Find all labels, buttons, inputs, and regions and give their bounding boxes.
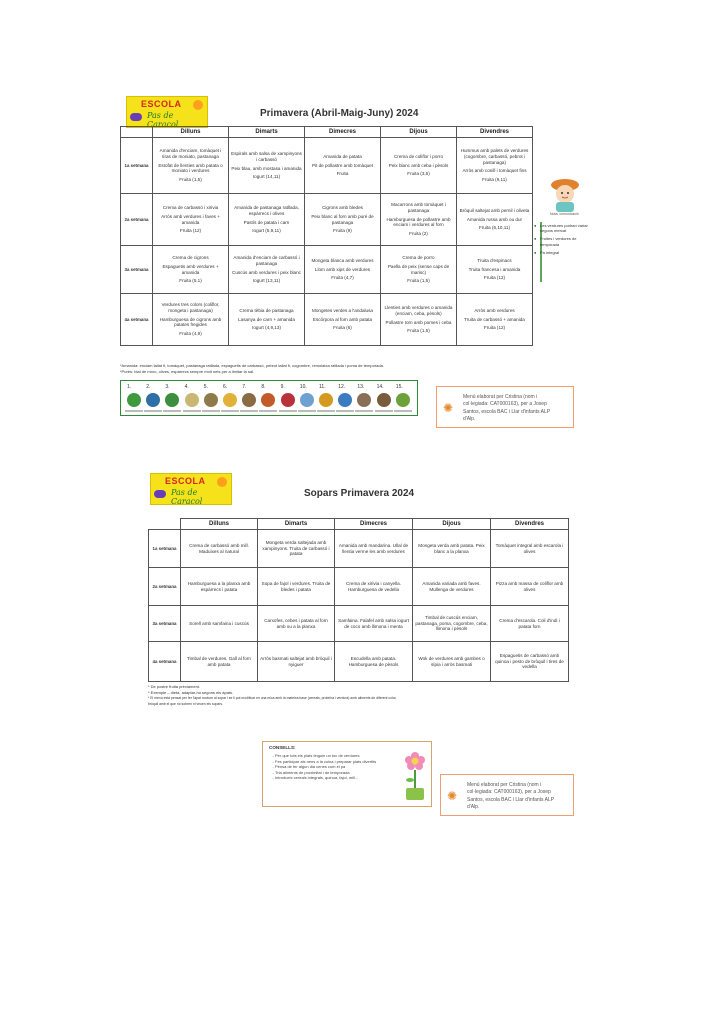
dinner-menu-cell: Pizza amb massa de coliflor amb olives — [491, 568, 569, 606]
dish-label: Estofat de llenties amb patata o moniato i verdures — [158, 162, 223, 174]
dessert-label: Fruita (12) — [483, 275, 506, 281]
lunch-menu-cell — [229, 246, 305, 294]
allergen-caption — [259, 410, 277, 412]
week-label: 4a setmana — [149, 642, 181, 682]
dish-label: Pit de pollastre amb tomàquet — [311, 162, 374, 168]
dish-label: Macarrons amb tomàquet i pastanaga — [391, 202, 446, 213]
lunch-week-row — [121, 194, 533, 246]
dessert-label: Fruita (9,11) — [482, 177, 507, 183]
allergen-number: 11. — [319, 384, 326, 390]
credit-box — [440, 774, 574, 816]
dish-label: Pollastre torn amb pomes i ceba — [385, 319, 452, 325]
week-label: 2a setmana — [121, 194, 153, 246]
lunch-week-row — [121, 138, 533, 194]
snail-icon — [130, 113, 142, 121]
dinner-week-row — [149, 606, 569, 642]
dish-label: Peix blanc al forn amb puré de pastanaga — [311, 213, 374, 225]
dinner-day-header: Dilluns — [181, 519, 258, 530]
dish-label: Verdures tres colors (coliflor, mongeta i pastanaga) — [161, 302, 220, 313]
dinner-header-row — [149, 519, 569, 530]
lunch-day-header: Dijous — [381, 127, 457, 138]
dish-label: Amanida de pastanaga ratllada, espàrrecs i olives — [234, 205, 299, 216]
dish-label: Amanida d'enciam de carbassó i pastanaga — [233, 255, 300, 266]
dinner-menu-cell: Samfaina. Falafel amb salsa iogurt de coco amb llimona i menta — [335, 606, 413, 642]
credit-line: d'Alp. — [463, 415, 476, 422]
dish-label: Crema de porro — [402, 255, 435, 261]
consell-item: - Introdueix cereals integrals, quinoa, fajol, mill... — [275, 775, 403, 781]
consell-item: - Per que tots els plats tinguin un toc de verdures — [275, 753, 403, 759]
dinner-menu-cell: Amanida variada amb faves. Mullenga de verdures — [413, 568, 491, 606]
consells-list — [265, 753, 403, 781]
dessert-label: Fruita (4,9) — [179, 331, 202, 337]
dessert-label: Fruita (12) — [179, 228, 202, 234]
lunch-note: *Purés: blat de moro, olives, espàrrecs sempre molt nets per a limitar la sal. — [120, 369, 255, 374]
dinner-note: * Exemple – dieta, adaptar-ho segons els àpats. — [148, 690, 234, 695]
consell-item: - Pensa de fer algun dia cenes com el pa — [275, 764, 403, 770]
lunch-menu-cell — [381, 246, 457, 294]
dinner-menu-cell: Timbal de cuscús enciam, pastanaga, poma, cogombre, ceba, llimona i pèsols — [413, 606, 491, 642]
dinner-menu-cell: Arròs basmati saltejat amb bròquil i nyiguer — [258, 642, 335, 682]
allergen-number: 5. — [203, 384, 208, 390]
sun-star-icon: ✺ — [447, 789, 458, 803]
dessert-label: Fruita (1,5) — [407, 278, 430, 284]
lunch-header-row — [121, 127, 533, 138]
allergen-icon — [357, 393, 371, 407]
week-label: 3a setmana — [121, 246, 153, 294]
dinner-day-header: Dimarts — [258, 519, 335, 530]
logo-line-1: ESCOLA — [165, 476, 206, 486]
allergen-icon — [204, 393, 218, 407]
lunch-title: Primavera (Abril-Maig-Juny) 2024 — [260, 108, 419, 119]
dish-label: Arròs amb conill i tomàquet fins — [462, 168, 527, 174]
dish-label: Truita de carbassó + amanida — [464, 316, 525, 322]
allergen-icon — [396, 393, 410, 407]
allergen-caption — [317, 410, 335, 412]
dessert-label: Fruita (4,7) — [331, 275, 354, 281]
dinner-menu-cell: Crema de xirivia i canyella. Hamburguesa de vedella — [335, 568, 413, 606]
lunch-menu-cell — [457, 294, 533, 346]
allergen-icon — [127, 393, 141, 407]
lunch-menu-cell — [305, 138, 381, 194]
credit-box — [436, 386, 574, 428]
lunch-menu-cell — [457, 138, 533, 194]
dessert-label: Fruita (9) — [333, 228, 352, 234]
lunch-menu-cell — [153, 194, 229, 246]
dish-label: Cuscús amb verdures i peix blanc — [232, 269, 301, 275]
dinner-menu-cell: Crema d'escarola. Coli d'indi i patata forn — [491, 606, 569, 642]
sun-star-icon: ✺ — [443, 401, 454, 415]
dessert-label: Iogurt (13,11) — [252, 278, 281, 284]
allergen-icon — [338, 393, 352, 407]
dish-label: Amanida russa amb ou dur — [466, 216, 523, 222]
logo-line-2: Pas de Caracol — [147, 111, 179, 128]
allergen-number: 1. — [127, 384, 132, 390]
corner-cell — [149, 519, 181, 530]
credit-text — [467, 782, 554, 811]
credit-line: col·legiada: CAT000163), per a Josep — [463, 401, 547, 408]
dinner-day-header: Dimecres — [335, 519, 413, 530]
lunch-note: *Amanida: enciam tallat fi, tomàquet, pastanaga ratllada, espaguetis de carbassó, pebrot tallat fi, cogombre, remolatxa ratllada i poma de temporada. — [120, 363, 384, 368]
dessert-label: Fruita (5,1) — [179, 278, 202, 284]
lunch-menu-cell — [457, 194, 533, 246]
lunch-menu-cell — [305, 246, 381, 294]
dinner-day-header: Divendres — [491, 519, 569, 530]
credit-line: Menú elaborat per Cristina (nom i — [467, 782, 542, 788]
week-label: 2a setmana — [149, 568, 181, 606]
allergen-caption — [375, 410, 393, 412]
lunch-week-row — [121, 246, 533, 294]
dessert-label: Fruita (1,5) — [179, 177, 202, 183]
dinner-menu-cell: Sorell amb samfaina i cuscús — [181, 606, 258, 642]
dessert-label: Fruita (6,10,11) — [478, 225, 511, 231]
dinner-menu-cell: Tomàquet integral amb escarola i olives — [491, 530, 569, 568]
dinner-menu-table — [148, 518, 569, 682]
lunch-menu-cell — [381, 294, 457, 346]
dessert-label: Fruita (2) — [409, 231, 428, 237]
dish-label: Amanida de patata — [323, 153, 362, 159]
flower-icon — [401, 746, 429, 804]
allergen-number: 8. — [261, 384, 266, 390]
allergen-icon — [281, 393, 295, 407]
dish-label: Arròs amb verdures i faves + amanida — [161, 213, 220, 225]
allergen-caption — [279, 410, 297, 412]
credit-line: Santos, escola BAC i Llar d'infants ALP — [467, 796, 555, 803]
allergen-number: 2. — [146, 384, 151, 390]
dish-label: Escórpora al forn amb patata — [312, 316, 373, 322]
lunch-menu-cell — [153, 294, 229, 346]
dinner-menu-cell: Wok de verdures amb gambes o sípia i arròs basmati — [413, 642, 491, 682]
dish-label: Lasanya de carn + amanida — [238, 316, 295, 322]
lunch-menu-cell — [153, 138, 229, 194]
consell-item: - Fes participar als nens a la cuina i preparar plats divertits — [275, 759, 403, 765]
lunch-menu-cell — [229, 194, 305, 246]
consell-item: - Tria aliments de proximitat i de temporada — [275, 770, 403, 776]
snail-icon — [154, 490, 166, 498]
allergen-caption — [298, 410, 316, 412]
allergen-caption — [202, 410, 220, 412]
dish-label: Crema de coliflor i porro — [393, 153, 444, 159]
allergen-icon — [377, 393, 391, 407]
lunch-day-header: Dilluns — [153, 127, 229, 138]
dinner-menu-cell: Mongeta verda amb patata. Peix blanc a la planxa — [413, 530, 491, 568]
dish-label: Pastís de patata i carn — [243, 219, 290, 225]
dessert-label: Iogurt (14,11) — [252, 174, 281, 180]
lunch-menu-cell — [229, 294, 305, 346]
allergen-caption — [163, 410, 181, 412]
dessert-label: Fruita (12) — [483, 325, 506, 331]
dessert-label: Iogurt (4,9,13) — [252, 325, 281, 331]
allergen-icon — [261, 393, 275, 407]
corner-cell — [121, 127, 153, 138]
allergen-caption — [355, 410, 373, 412]
allergen-caption — [394, 410, 412, 412]
dinner-week-row — [149, 530, 569, 568]
lunch-menu-cell — [305, 194, 381, 246]
lunch-menu-cell — [457, 246, 533, 294]
credit-line: d'Alp. — [467, 803, 480, 810]
dinner-note: bròquil amb el que no sobren ni veuen els sopars. — [148, 702, 224, 706]
lunch-day-header: Dimecres — [305, 127, 381, 138]
dish-label: Espirals amb salsa de xampinyons i carbassó — [231, 151, 302, 162]
lunch-menu-cell — [153, 246, 229, 294]
dinner-note: * El menú està pensat per fer l'àpat nocturn al sopar i se li pot modificar en una mica amb la mateixa base (cereals, proteïna i verdura) amb aliments de diferent color, — [148, 696, 397, 700]
allergen-number: 3. — [165, 384, 170, 390]
allergen-caption — [183, 410, 201, 412]
child-illustration — [545, 175, 585, 213]
dessert-label: Fruita — [336, 171, 349, 177]
lunch-day-header: Divendres — [457, 127, 533, 138]
dinner-menu-cell: Amanida amb mandarina. Ullal de llentia verme les amb verdures — [335, 530, 413, 568]
week-label: 1a setmana — [149, 530, 181, 568]
allergen-icon — [242, 393, 256, 407]
dinner-menu-cell: Mongeta verda saltejada amb xampinyons. Truita de carbassó i patata — [258, 530, 335, 568]
dish-label: Paella de peix (sense caps de marisc) — [387, 263, 450, 275]
consells-box — [262, 741, 432, 807]
allergen-number: 14. — [376, 384, 384, 390]
dinner-note: * De postre fruita prèviament. — [148, 684, 201, 689]
legend-item: ● Fruites i verdures de temporada — [534, 236, 590, 246]
dinner-week-row — [149, 642, 569, 682]
allergen-number: 7. — [242, 384, 247, 390]
dish-label: Cigrons amb bledes — [322, 205, 363, 211]
lunch-menu-table — [120, 126, 533, 346]
credit-line: col·legiada: CAT000163), per a Josep — [467, 789, 551, 796]
dish-label: Arròs amb verdures — [474, 307, 515, 313]
dinner-title: Sopars Primavera 2024 — [304, 488, 415, 499]
dinner-menu-cell: Hamburguesa a la planxa amb espàrrecs i patata — [181, 568, 258, 606]
lunch-menu-cell — [381, 138, 457, 194]
allergen-caption — [144, 410, 162, 412]
lunch-day-header: Dimarts — [229, 127, 305, 138]
dish-label: Crema de carbassó i xirivia — [162, 205, 219, 211]
dish-label: Hummus amb palets de verdures (cogombre, carbassó, pebrot i pastanaga) — [460, 148, 529, 165]
dinner-menu-cell: Sopa de fajol i verdures. Truita de bledes i patata — [258, 568, 335, 606]
dinner-week-row — [149, 568, 569, 606]
allergen-number: 10. — [299, 384, 307, 390]
allergen-caption — [336, 410, 354, 412]
lunch-menu-cell — [229, 138, 305, 194]
dessert-label: Iogurt (5,9,11) — [252, 228, 281, 234]
dish-label: Llenties amb verdures o amanida (enciam, ceba, pèsols) — [384, 305, 453, 316]
allergen-icon — [223, 393, 237, 407]
consells-heading: CONSELLS: — [269, 745, 296, 750]
credit-line: Menú elaborat per Cristina (nom i — [463, 394, 538, 400]
allergen-caption — [221, 410, 239, 412]
lunch-menu-cell — [381, 194, 457, 246]
dessert-label: Fruita (3,5) — [407, 171, 430, 177]
allergen-caption — [125, 410, 143, 412]
allergen-icon — [146, 393, 160, 407]
allergen-icon — [165, 393, 179, 407]
dinner-day-header: Dijous — [413, 519, 491, 530]
allergen-number: 15. — [395, 384, 403, 390]
lunch-menu-cell — [305, 294, 381, 346]
dish-label: Crema de cigrons — [172, 255, 209, 261]
dish-label: Amanida d'enciam, tomàquet i tiras de moniato, pastanaga — [159, 148, 222, 159]
dinner-menu-cell: Carxofes, cebes i patata al forn amb ou a la planxa — [258, 606, 335, 642]
dish-label: Mongetes verdes a l'andalusa — [312, 307, 373, 313]
allergen-bar — [120, 380, 418, 416]
allergen-number: 6. — [223, 384, 228, 390]
allergen-number: 4. — [184, 384, 189, 390]
dish-label: Peix blau, amb mostasa i amanida — [231, 165, 302, 171]
credit-line: Santos, escola BAC i Llar d'infants ALP — [463, 408, 551, 415]
dish-label: Hamburguesa de pollastre amb enciam i verdures al forn — [386, 216, 451, 228]
credit-text — [463, 394, 550, 423]
allergen-number: 13. — [357, 384, 365, 390]
week-label: 4a setmana — [121, 294, 153, 346]
dish-label: Truita d'espinacs — [477, 257, 512, 263]
dish-label: Mongeta blanca amb verdures — [311, 257, 374, 263]
dessert-label: Fruita (1,5) — [407, 328, 430, 334]
legend-item: ● Pa integral — [534, 250, 590, 255]
sun-icon — [217, 477, 227, 487]
school-logo — [126, 96, 208, 128]
sun-icon — [193, 100, 203, 110]
dish-label: Peix blanc amb ceba i pèsols — [388, 162, 449, 168]
dinner-menu-cell: Escudella amb patata. Hamburguesa de pèsols — [335, 642, 413, 682]
allergen-number: 9. — [280, 384, 285, 390]
allergen-caption — [240, 410, 258, 412]
dinner-menu-cell: Espaguetis de carbassó amb quinoa i pesto de bròquil i tires de vedella — [491, 642, 569, 682]
allergen-icon — [300, 393, 314, 407]
dish-label: Bròquil saltejat amb pernil i oliveta — [459, 207, 530, 213]
dinner-menu-cell: Timbal de verdures. Gall al forn amb patata — [181, 642, 258, 682]
legend-item: ● Les verdures podran variar segons mercat — [534, 223, 590, 233]
dish-label: Espaguetis amb verdures + amanida — [162, 263, 219, 275]
allergen-icon — [319, 393, 333, 407]
dish-label: Hamburguesa de cigrons amb patates fregides — [159, 316, 222, 328]
dish-label: Truita francesa i amanida — [468, 266, 521, 272]
legend-heading: Nota: comunicació — [550, 212, 579, 216]
week-label: 3a setmana — [149, 606, 181, 642]
dish-label: Crema tèbia de pastanaga — [239, 307, 294, 313]
legend-list — [534, 223, 590, 258]
dinner-menu-cell: Crema de carbassó amb mill. Maduixes al natural — [181, 530, 258, 568]
allergen-number: 12. — [338, 384, 346, 390]
logo-line-1: ESCOLA — [141, 99, 182, 109]
logo-line-2: Pas de Caracol — [171, 488, 203, 505]
week-label: 1a setmana — [121, 138, 153, 194]
lunch-week-row — [121, 294, 533, 346]
dessert-label: Fruita (6) — [333, 325, 352, 331]
dish-label: Llom amb xips de verdures — [314, 266, 371, 272]
allergen-icon — [185, 393, 199, 407]
school-logo — [150, 473, 232, 505]
